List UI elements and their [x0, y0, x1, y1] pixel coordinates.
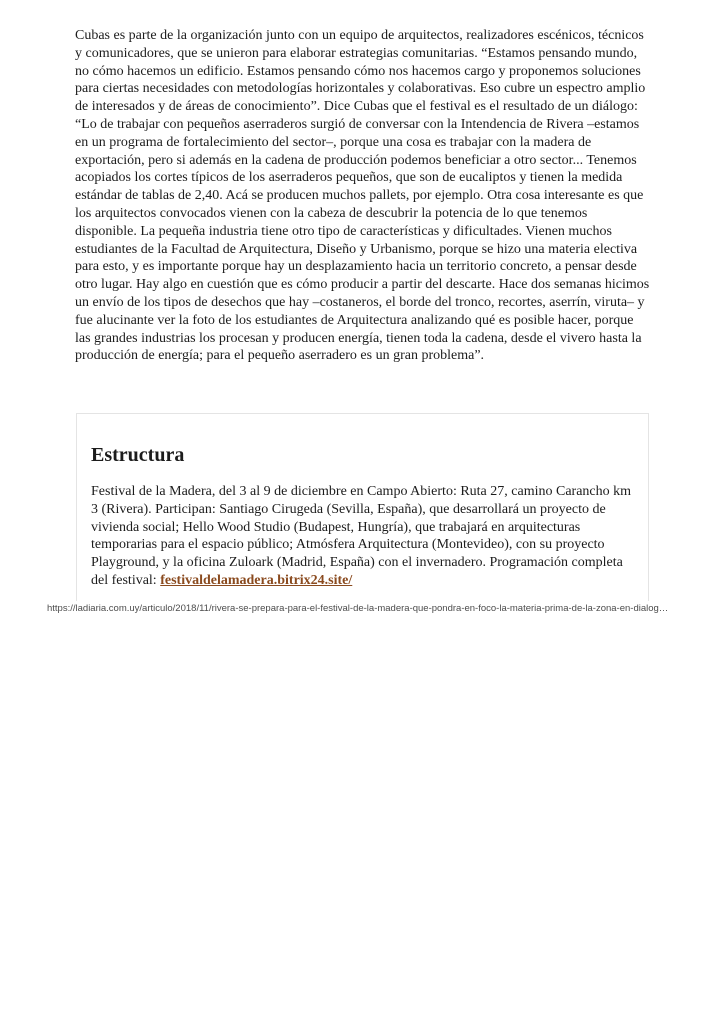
- estructura-text-body: Festival de la Madera, del 3 al 9 de diciembre en Campo Abierto: Ruta 27, camino Carancho km 3 (Rivera). Participan: Santiago Cirugeda (Sevilla, España), que desarrollará un proyecto de vivienda social; Hello Wood Studio (Budapest, Hungría), que trabajará en arquitecturas temporarias para el espacio público; Atmósfera Arquitectura (Montevideo), con su proyecto Playground, y la oficina Zuloark (Madrid, España) con el invernadero. Programación completa del festival:: [91, 484, 632, 588]
- estructura-box: [76, 413, 649, 601]
- estructura-heading: Estructura: [91, 444, 185, 466]
- estructura-text: [91, 483, 634, 590]
- article-paragraph: Cubas es parte de la organización junto con un equipo de arquitectos, realizadores escénicos, técnicos y comunicadores, que se unieron para elaborar estrategias comunitarias. “Estamos pensando mundo, no cómo hacemos un edificio. Estamos pensando cómo nos hacemos cargo y proponemos soluciones para ciertas necesidades con metodologías horizontales y colaborativas. Eso cubre un espectro amplio de interesados y de áreas de conocimiento”. Dice Cubas que el festival es el resultado de un diálogo: “Lo de trabajar con pequeños aserraderos surgió de conversar con la Intendencia de Rivera –estamos en un programa de fortalecimiento del sector–, porque una cosa es trabajar con la madera de exportación, pero si además en la cadena de producción podemos beneficiar a otro sector... Tenemos acopiados los cortes típicos de los aserraderos pequeños, que son de eucaliptos y tienen la medida estándar de tablas de 2,40. Acá se producen muchos pallets, por ejemplo. Otra cosa interesante es que los arquitectos convocados vienen con la cabeza de descubrir la potencia de lo que tenemos disponible. La pequeña industria tiene otro tipo de características y dificultades. Vienen muchos estudiantes de la Facultad de Arquitectura, Diseño y Urbanismo, porque se hizo una materia electiva para esto, y es importante porque hay un desplazamiento hacia un territorio concreto, a pensar desde otro lugar. Hay algo en cuestión que es cómo producir a partir del descarte. Hace dos semanas hicimos un envío de los tipos de desechos que hay –costaneros, el borde del tronco, recortes, aserrín, viruta– y fue alucinante ver la foto de los estudiantes de Arquitectura analizando qué es posible hacer, porque las grandes industrias los procesan y producen energía, tienen toda la cadena, desde el vivero hasta la producción de energía; para el pequeño aserradero es un gran problema”.: [75, 28, 650, 364]
- footer-url: https://ladiaria.com.uy/articulo/2018/11/rivera-se-prepara-para-el-festival-de-la-madera-que-pondra-en-foco-la-materia-prima-de-la-zona-en-dialog…: [47, 603, 669, 614]
- festival-website-link[interactable]: festivaldelamadera.bitrix24.site/: [160, 572, 353, 588]
